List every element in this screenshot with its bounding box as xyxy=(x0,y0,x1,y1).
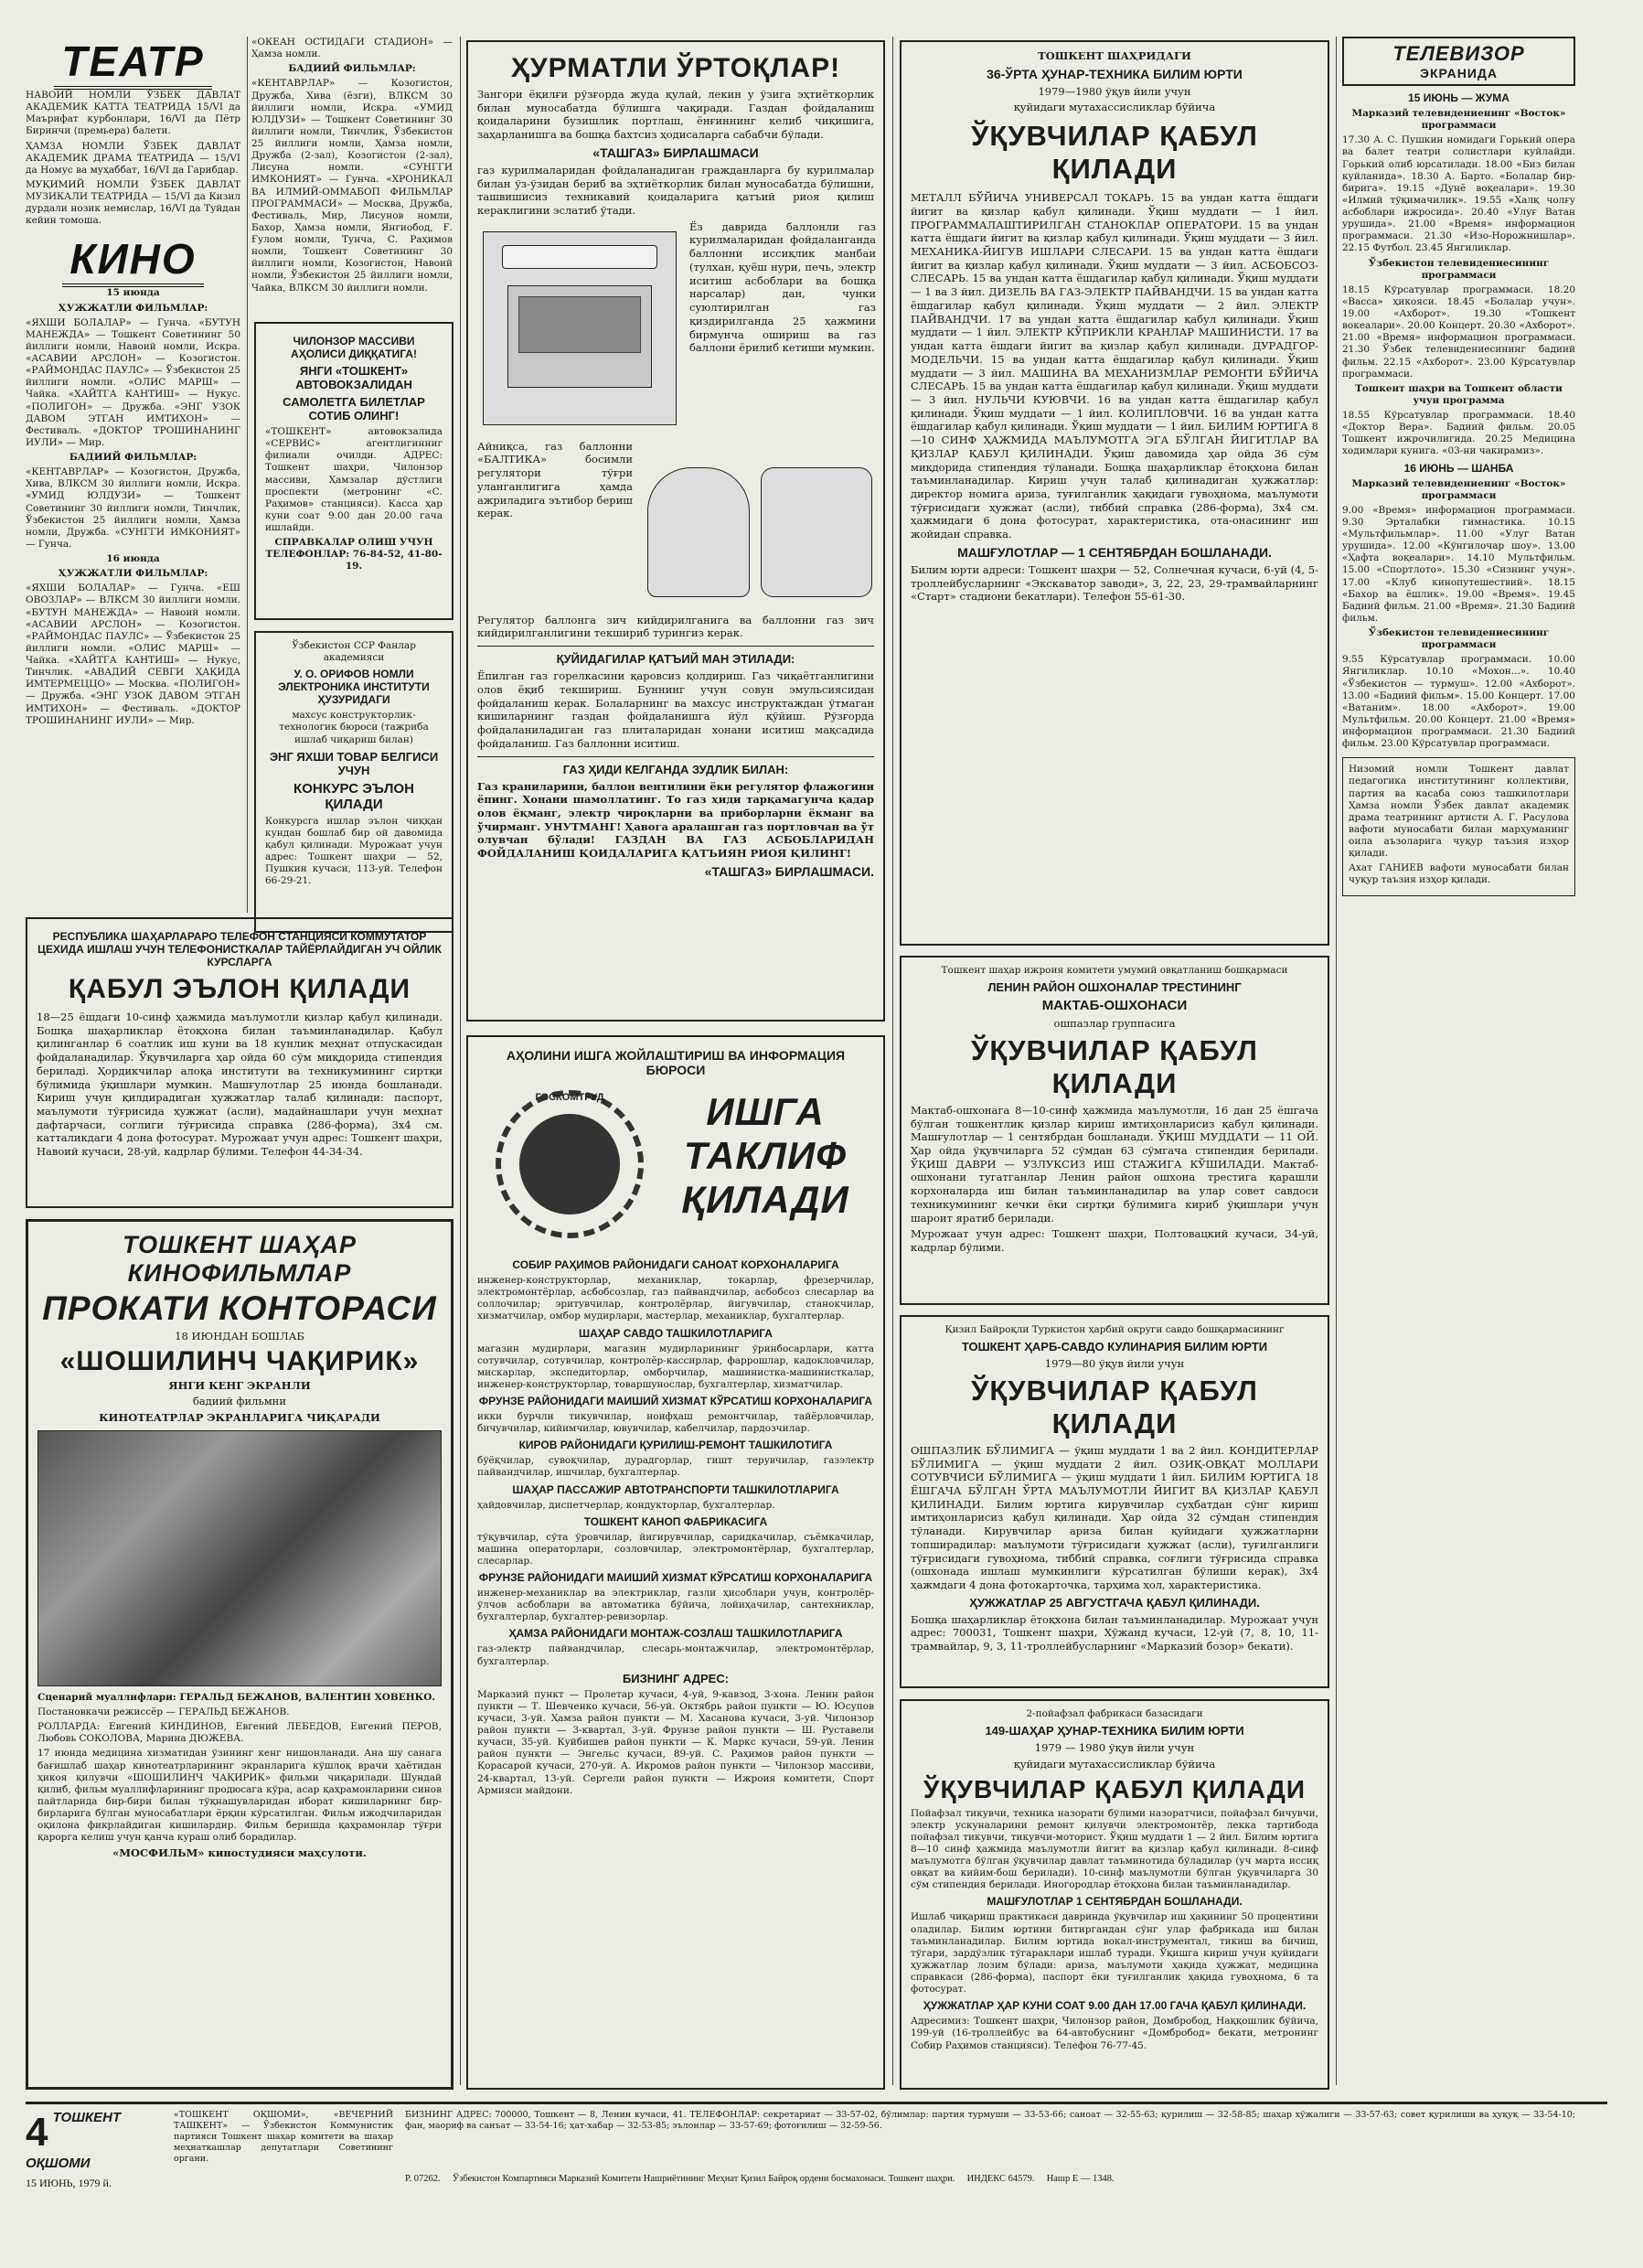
school36-start: МАШҒУЛОТЛАР — 1 СЕНТЯБРДАН БОШЛАНАДИ. xyxy=(957,544,1272,560)
jobs-section-4: КИРОВ РАЙОНИДАГИ ҚУРИЛИШ-РЕМОНТ ТАШКИЛОТИГА xyxy=(518,1439,833,1452)
stadium-column xyxy=(251,37,453,297)
gas-leak-instructions: Газ краниларини, баллон вентилини ёки регулятор флажогини ёпинг. Хонани шамоллатинг. То газ ҳиди тарқамагунча қадар олов ёқманг, электр чироқларни ва приборларни ёкманг ва ўчирманг. УНУТМАНГ! Ҳавога аралашган газ портловчан ва ўт олувчан бўлади! ГАЗДАН ВА ГАЗ АСБОБЛАРИДАН ФОЙДАЛАНИШ ҚОИДАЛАРИГА ҚАТЪИЯН РИОЯ ҚИЛИНГ! xyxy=(477,779,874,861)
gas-safety-ad xyxy=(466,40,885,1022)
jobs-section-3: ФРУНЗЕ РАЙОНИДАГИ МАИШИЙ ХИЗМАТ КЎРСАТИШ КОРХОНАЛАРИГА xyxy=(478,1395,873,1407)
obituary-notice xyxy=(1342,757,1575,895)
film-still-photo xyxy=(37,1430,442,1686)
culinary-heading-1: Қизил Байроқли Туркистон ҳарбий округи савдо бошқармасининг xyxy=(944,1324,1285,1335)
avto-heading-3: САМОЛЕТГА БИЛЕТЛАР СОТИБ ОЛИНГ! xyxy=(283,395,425,423)
theatre-listing-3: МУҚИМИЙ НОМЛИ ЎЗБЕК ДАВЛАТ МУЗИКАЛИ ТЕАТРИДА — 15/VI да Кизил дурдали нозик немислар, 16/VI да Туйдан кейин томоша. xyxy=(26,178,240,227)
film-description: 17 июнда медицина хизматидан ўзининг кенг нишонланади. Ана шу санага бағишлаб шаҳар кинотеатрларининг экранларига кўшлоқ врачи ҳаётидан ҳикоя қилувчи «ШОШИЛИНЧ ЧАҚИРИК» фильми чиқарилади. Шундай қилиб, фильм муаллифларининг продюсага кўра, асар қаҳрамонларини синов пайтларида бир-бири билан тўқнашувларидан иборат кишиларнинг бир-бирларига бўлган муносабатлари ёрқин кўрсатилган. Фильм ижодчиларидан оқилона фикрлайдиган кишилардир. Фильм беришда қаҳрамонлар тўғри қарорга келиш учун қанча кураш олиб борадилар. xyxy=(37,1748,442,1844)
film-rental-heading-2: ПРОКАТИ КОНТОРАСИ xyxy=(42,1289,437,1327)
institute-heading-1: Ўзбекистон ССР Фанлар академияси xyxy=(292,640,416,664)
culinary-heading-2: ТОШКЕНТ ҲАРБ-САВДО КУЛИНАРИЯ БИЛИМ ЮРТИ xyxy=(961,1340,1268,1354)
jobs-section-5: ШАҲАР ПАССАЖИР АВТОТРАНСПОРТИ ТАШКИЛОТЛАРИГА xyxy=(512,1482,839,1496)
school36-heading-4: қуйидаги мутахассисликлар бўйича xyxy=(1013,101,1216,114)
school149-address: Адресимиз: Тошкент шаҳри, Чилонзор район, Домбробод, Наққошлик бўйича, 199-уй (16-троллейбус ва 64-автобуснинг «Домбробод» бекати, метронинг Собир Раҳимов станцияси). Телефон 76-77-45. xyxy=(911,2016,1318,2051)
tv-column xyxy=(1342,37,1575,896)
theatre-heading: ТЕАТР xyxy=(54,37,211,90)
school36-address: Билим юрти адреси: Тошкент шаҳри — 52, Солнечная кучаси, 6-уй (4, 5-троллейбусларнинг «Экскаватор заводи», 3, 22, 23, 29-трамвайларнинг «Старт» стадиони бекатлари). Телефон 55-61-30. xyxy=(911,562,1318,604)
jobs-text-1: инженер-конструкторлар, механиклар, токарлар, фрезерчилар, электромонтёрлар, асбобсозлар, газ пайвандчилар, асбобсоз слесарлар ва соллочилар; эритувчилар, контролёрлар, йигувчилар, станокчилар, хизматчилар, омбор мудирлари, мастерлар, механиклар, бухгалтерлар. xyxy=(477,1275,874,1322)
avto-ad xyxy=(254,322,453,620)
theatre-listing-2: ҲАМЗА НОМЛИ ЎЗБЕК ДАВЛАТ АКАДЕМИК ДРАМА ТЕАТРИДА — 15/VI да Номус ва муҳаббат, 16/VI да Гарибдар. xyxy=(26,140,240,176)
gas-cylinder-illustration xyxy=(761,467,872,597)
kino-listing-1: «ЯХШИ БОЛАЛАР» — Гунча. «БУТУН МАНЕЖДА» — Тошкент Советининг 50 йиллиги номли, Навоий номли, Искра. «АСАВИИ АРСЛОН» — Козогистон. «РАЙМОНДАС ПАУЛС» — Ўзбекистон 25 йиллиги номли. «ОЛИС МАРШ» — Чайка. «ХАЙТГА КАНТИШ» — Нукус. «ПОЛИГОН» — Дружба. «ЭНГ УЗОК ДАВОМ ЭТГАН ИМТИХОН» — Фестиваль. «ДОКТОР ТРОШИНАНИНГ ИУЛИ» — Мир. xyxy=(26,316,240,448)
institute-heading-2: У. О. ОРИФОВ НОМЛИ ЭЛЕКТРОНИКА ИНСТИТУТИ ҲУЗУРИДАГИ xyxy=(278,668,430,707)
school36-heading-3: 1979—1980 ўқув йили учун xyxy=(1038,84,1191,98)
culinary-body: ОШПАЗЛИК БЎЛИМИГА — ўқиш муддати 1 ва 2 йил. КОНДИТЕРЛАР БЎЛИМИГА — ўқиш муддати 2 йил. ОЗИҚ-ОВҚАТ МОЛЛАРИ СОТУВЧИСИ БЎЛИМИГА — ўқиш муддати 1 йил. БИЛИМ ЮРТИГА 18 ЁШГАЧА БЎЛГАН ЎРТА МАЪЛУМОТЛИ ЙИГИТ ВА ҚИЗЛАР ҚАБУЛ ҚИЛИНАДИ. Билим юртига кирувчилар суҳбатдан сўнг кириш имтиҳонларисиз қабул қилинади. Ҳар ойда 32 сўмдан стипендия тўланади. Кирувчилар ариза билан қуйидаги ҳужжатларни топширадилар: маълумоти тўғрисидаги ҳужжат (асли), туғилганлиги тўғрисидаги гувоҳнома, тиббий справка, соғлиги тўғрисида справка (ошхонада ишлаш мумкинлиги кўрсатилган бўлиши керак), 3x4 ҳажмдаги 4 дона фотокарточка, тарҳима ҳол, характеристика. xyxy=(911,1443,1318,1592)
footer-publisher: «ТОШКЕНТ ОҚШОМИ», «ВЕЧЕРНИЙ ТАШКЕНТ» — Ўзбекистон Коммунистик партияси Тошкент шаҳар комитети ва шаҳар меҳнаткашлар депутатлари Советининг органи. xyxy=(174,2110,393,2164)
film-rental-sub3: КИНОТЕАТРЛАР ЭКРАНЛАРИГА ЧИҚАРАДИ xyxy=(99,1411,380,1425)
institute-ad xyxy=(254,631,453,933)
kino-heading-block xyxy=(26,234,240,287)
footer-masthead xyxy=(26,2110,163,2190)
tv-heading-1: ТЕЛЕВИЗОР xyxy=(1392,42,1525,65)
footer-date: 15 ИЮНЬ, 1979 й. xyxy=(26,2177,112,2189)
tv-programme-1: 17.30 А. С. Пушкин номидаги Горький опера ва балет театри солистлари куйлайди. Горький олиб юрсатилади. 18.00 «Биз билан куйланида». 18.30 А. Барто. «Болалар бир-бирига». 19.15 «Дунё воқеалари». 19.30 «Илмий тўқимачилик». 19.55 «Халқ чолғу асбоблари ижросида». 20.40 «Улуғ Ватан урушида». 21.00 «Время» информацион программаси. 21.30 «Изо-Норожнишлар». 22.15 Футбол. 23.45 Янгиликлар. xyxy=(1342,134,1575,254)
gas-intro: Зангори ёқилғи рўзғорда жуда қулай, лекин у ўзига эҳтиёткорлик билан муносабатда бўлишга чақиради. Газдан фойдаланиш қоидаларини бузишлик портлаш, ёнғиннинг келиб чиқишига, заҳарланишга ва бошқа бахтсиз ҳодисаларга сабабчи бўлади. xyxy=(477,88,874,142)
mektab-title: ЎҚУВЧИЛАР ҚАБУЛ ҚИЛАДИ xyxy=(971,1033,1258,1099)
column-rule-1 xyxy=(247,37,248,913)
kino-date-2: 16 июнда xyxy=(106,553,160,564)
culinary-heading-3: 1979—80 ўқув йили учун xyxy=(1044,1357,1185,1371)
gas-body-3: Айниқса, газ баллонни «БАЛТИКА» босимли регулятори тўғри уланганлигига ҳамда ажриладига эътибор бериш керак. xyxy=(477,439,634,520)
tv-programme-4: 9.00 «Время» информацион программаси. 9.30 Эрталабки гимнастика. 10.15 «Мультфильмлар». 11.00 «Улуг Ватан урушида». 12.00 «Кўнгилочар шоу». 13.00 «Ҳафта воқеалари». 14.10 Мультфильм. 15.00 «Спортлото». 15.30 «Сизнинг учун». 17.00 «Клуб кинопутешествий». 18.15 «Бахор ва ёшлик». 19.00 «Время». 19.45 Бадиий фильм. 21.00 «Время». 21.30 Бадиий фильм. xyxy=(1342,504,1575,624)
film-studio: «МОСФИЛЬМ» киностудияси маҳсулоти. xyxy=(112,1846,367,1860)
gas-illustration-bottom xyxy=(477,440,874,614)
kino-listing-3: «ЯХШИ БОЛАЛАР» — Гунча. «ЕШ ОВОЗЛАР» — ВЛКСМ 30 йиллиги номли. «БУТУН МАНЕЖДА» — Навоий номли. «АСАВИИ АРСЛОН» — Козогистон. «РАЙМОНДАС ПАУЛС» — Ўзбекистон 25 йиллиги номли. «ОЛИС МАРШ» — Чайка. «ХАЙТГА КАНТИШ» — Нукус, Тинчлик. «АВАДИЙ СЕВГИ ҲАҚИДА ИМТЕРМЕЦЦО» — Москва. «ПОЛИГОН» — Дружба. «ЭНГ УЗОК ДАВОМ ЭТГАН ИМТИХОН» — Фестиваль. «ДОКТОР ТРОШИНАНИНГ ИУЛИ» — Мир. xyxy=(26,583,240,726)
jobs-title-3: ҚИЛАДИ xyxy=(681,1178,849,1221)
culinary-address: Бошқа шаҳарликлар ётоқхона билан таъминланадилар. Мурожаат учун адрес: 700031, Тошкент шаҳри, Хўжанд кучаси, 12-уй (7, 8, 10, 11-трамвайлар, 9, 3, 11-троллейбусларнинг «Марказий бозор» бекати). xyxy=(911,1612,1318,1653)
mektab-heading-3: МАКТАБ-ОШХОНАСИ xyxy=(1041,998,1188,1014)
school149-heading-1: 2-пойафзал фабрикаси базасидаги xyxy=(1026,1708,1203,1719)
school149-hours: ҲУЖЖАТЛАР ҲАР КУНИ СОАТ 9.00 ДАН 17.00 ГАЧА ҚАБУЛ ҚИЛИНАДИ. xyxy=(923,1999,1307,2013)
institute-heading-4: ЭНГ ЯХШИ ТОВАР БЕЛГИСИ УЧУН xyxy=(269,749,439,777)
film-credits: Сценарий муаллифлари: ГЕРАЛЬД БЕЖАНОВ, ВАЛЕНТИН ХОВЕНКО. xyxy=(37,1691,436,1703)
mektab-heading-2: ЛЕНИН РАЙОН ОШХОНАЛАР ТРЕСТИНИНГ xyxy=(987,980,1242,995)
film-rental-sub2: бадиий фильмни xyxy=(192,1395,287,1408)
jobs-address: Марказий пункт — Пролетар кучаси, 4-уй, 9-кавзод, 3-хона. Ленин район пункти — Т. Шевченко кучаси, 56-уй. Октябрь район пункти — Ю. Юсупов кучаси, 3-уй. Ҳамза район пункти — М. Хасанова кучаси, 3-уй. Чилонзор район пункти — 3-квартал, 3-уй. Фрунзе район пункти — Ш. Руставели кучаси, 35-уй. Куйбишев район пункти — К. Маркс кучаси, 59-уй. Ленин район пункти — Энгельс кучаси, 89-уй. С. Раҳимов район пункти — Қорасарой кучаси, 270-уй. А. Икромов район пункти — Чилонзор массиви, 24-квартал, 13-уй. Сергели район пункти — Ижроия комитети, Спорт Армияси майдони. xyxy=(477,1688,874,1796)
gas-body-4: Регулятор баллонга зич кийдирилганига ва баллонни газ зич кийдирилганлигини текшириб турингиз керак. xyxy=(477,613,874,640)
footer-code: Р. 07262. xyxy=(405,2174,441,2184)
avto-body: «ТОШКЕНТ» автовокзалида «СЕРВИС» агентлигинниг филиали очилди. АДРЕС: Тошкент шаҳри, Чилонзор массиви, Ҳамзалар дўстлиги проспекти (метронинг «С. Раҳимов» станцияси). Касса ҳар куни соат 9.00 дан 20.00 гача ишлайди. xyxy=(265,426,443,533)
theatre-heading-block xyxy=(26,37,240,90)
jobs-text-7: инженер-механиклар ва электриклар, газли ҳисоблари учун, контролёр-ўлчов асбоблари ва автоматика бўйича, лойиҳачилар, сантехниклар, бухгалтерлар, бухгалтер-ревизорлар. xyxy=(477,1588,874,1623)
gas-sign: «ТАШГАЗ» БИРЛАШМАСИ. xyxy=(704,863,874,879)
school36-body: МЕТАЛЛ БЎЙИЧА УНИВЕРСАЛ ТОКАРЬ. 15 ва ундан катта ёшдаги йигит ва қизлар қабул қилинади. Ўқиш муддати — 1 йил. ПРОГРАММАЛАШТИРИЛГАН СТАНОКЛАР ОПЕРАТОРИ. 15 ва ундан катта ёшдаги йигит ва қизлар қабул қилинади. Ўқиш муддати — 3 йил. МЕХАНИКА-ЙИГУВ ИШЛАРИ СЛЕСАРИ. 15 ва ундан катта ёшдаги йигит ва қизлар қабул қилинади. Ўқиш муддати — 3 йил. АСБОБСОЗ-СЛЕСАРЬ. 15 ва ундан катта ёшдагилар қабул қилинади. Ўқиш муддати — 1 ва 3 йил. ДИЗЕЛЬ ВА ГАЗ-ЭЛЕКТР ПАЙВАНДЧИ. 15 ва ундан катта ёшдагилар қабул қилинади. Ўқиш муддати — 2 йил. ЭЛЕКТР ПАЙВАНДЧИ. 17 ва ундан катта ёшдагилар қабул қилинади. Ўқиш муддати — 1 йил. ЭЛЕКТР КЎПРИКЛИ КРАНЛАР МАШИНИСТИ. 17 ва ундан катта ёшдаги йигит ва қизлар қабул қилинади. ДУРАДГОР-МОДЕЛЬЧИ. 15 ва ундан катта ёшдагилар қабул қилинади. Ўқиш муддати — 3 йил. МАШИНА ВА МЕХАНИЗМЛАР РЕМОНТИ БЎЙИЧА СЛЕСАРЬ. 15 ва ундан катта ёшдагилар қабул қилинади. Ўқиш муддати — 3 йил. НУЛЬЧИ КУЮВЧИ. 16 ва ундан катта ёшдагилар қабул қилинади. Ўқиш муддати — 1 йил. КОЛИПЛОВЧИ. 16 ва ундан катта ёшдагилар қабул қилинади. Ўқиш муддати — 1 йил. БИЛИМ ЮРТИГА 8—10 СИНФ ҲАЖМИДА МАЪЛУМОТГА ЭГА БЎЛГАН ЙИГИТЛАР ВА ҚИЗЛАР ҚАБУЛ ҚИЛИНАДИ. Ўқиш давомида ҳар ойда 36 сўм миқдорида стипендия тўланади. Бошқа шаҳарликлар ётоқхона билан таъминланадилар. Кириш учун талаб қилинадиган ҳужжатлар: директор номига ариза, туғилганлик ҳақидаги гувоҳнома, маълумоти тўғрисидаги ҳужжат (асли), тиббий справка (286-форма), 3x4 см. ҳажмидаги 6 дона фотосурат, характеристика, ота-онасининг иш жойидан справка. xyxy=(911,191,1318,541)
film-credits-2: Постановкачи режиссёр — ГЕРАЛЬД БЕЖАНОВ. xyxy=(37,1706,290,1717)
jobs-text-4: бўёқчилар, сувоқчилар, дурадгорлар, гишт терувчилар, газэлектр пайвандчилар, ишчилар, бухгалтерлар. xyxy=(477,1455,874,1479)
culinary-school-ad xyxy=(900,1315,1329,1688)
footer-paper-name: ТОШКЕНТ ОҚШОМИ xyxy=(26,2110,122,2171)
obituary-text-2: Ахат ГАНИЕВ вафоти муносабати билан чуқур таъзия изҳор қилади. xyxy=(1349,862,1569,886)
tv-programme-2: 18.15 Кўрсатувлар программаси. 18.20 «Васса» ҳикояси. 18.45 «Болалар учун». 19.00 «Ахборот». 19.30 «Тошкент вокеалари». 20.00 Концерт. 20.30 «Ахборот». 21.00 «Время» информацион программаси. 21.30 Ўзбек телевидениесининг бадиий фильм. 22.15 «Ахборот». 23.00 Кўрсатувлар программаси. xyxy=(1342,284,1575,380)
jobs-header-row xyxy=(477,1081,874,1255)
phone-station-title: ҚАБУЛ ЭЪЛОН ҚИЛАДИ xyxy=(68,974,411,1004)
school149-heading-2: 149-ШАҲАР ҲУНАР-ТЕХНИКА БИЛИМ ЮРТИ xyxy=(985,1724,1244,1738)
film-credits-3: РОЛЛАРДА: Евгений КИНДИНОВ, Евгений ЛЕБЕДОВ, Евгений ПЕРОВ, Любовь СОКОЛОВА, Марина ДЮЖЕВА. xyxy=(37,1721,442,1745)
goskomtrud-emblem-icon xyxy=(496,1090,644,1238)
school36-heading-2: 36-ЎРТА ҲУНАР-ТЕХНИКА БИЛИМ ЮРТИ xyxy=(987,66,1243,81)
gas-regulator-illustration xyxy=(647,467,750,597)
school149-body: Пойафзал тикувчи, техника назорати бўлими назоратчиси, пойафзал бичувчи, электр ускуналарини ремонт қилувчи электромонтёр, лекка тартибода пойафзал тикувчи, тикувчи-моторист. Ўқиш муддати 1 — 2 йил. Билим юртига 8—10 синф ҳажмида маълумотли йигит ва қизлар қабул қилинади. 8-синф маълумотга бўлган ўқувчилар давлат таъминотида бўладилар (уч марта иссиқ овқат ва кийим-бош берилади). 10-синф маълумотли бўлган ўқувчиларга 30 сўм стипендия берилади. Иногородлар ётоқхона билан таъминланадилар. xyxy=(911,1807,1318,1891)
obituary-text: Низомий номли Тошкент давлат педагогика институтининг коллективи, партия ва касаба союз ташкилотлари Ҳамза номли Ўзбек давлат академик драма театрининг артисти А. Г. Расулова вафоти муносабати билан марҳуманинг оила аъзоларига чуқур таъзия изҳор қилади. xyxy=(1349,764,1569,860)
footer-print-line xyxy=(405,2174,1575,2184)
footer-index: ИНДЕКС 64579. xyxy=(966,2174,1035,2184)
film-rental-ad xyxy=(26,1219,453,2090)
school149-start: МАШҒУЛОТЛАР 1 СЕНТЯБРДАН БОШЛАНАДИ. xyxy=(987,1895,1243,1909)
gas-leak-title: ГАЗ ҲИДИ КЕЛГАНДА ЗУДЛИК БИЛАН: xyxy=(562,762,789,776)
avto-heading-1: ЧИЛОНЗОР МАССИВИ АҲОЛИСИ ДИҚҚАТИГА! xyxy=(291,335,417,360)
culinary-deadline: ҲУЖЖАТЛАР 25 АВГУСТГАЧА ҚАБУЛ ҚИЛИНАДИ. xyxy=(969,1595,1260,1610)
school149-heading-3: 1979 — 1980 ўқув йили учун xyxy=(1034,1741,1195,1755)
theatre-listing-1: НАВОИЙ НОМЛИ ЎЗБЕК ДАВЛАТ АКАДЕМИК КАТТА ТЕАТРИДА 15/VI да Маърифат курбонлари, 16/VI да Пётр Биринчи (премьера) балети. xyxy=(26,90,240,137)
film-rental-heading-1: ТОШКЕНТ ШАҲАР КИНОФИЛЬМЛАР xyxy=(122,1231,357,1287)
film-rental-date: 18 ИЮНДАН БОШЛАБ xyxy=(175,1330,304,1343)
newspaper-footer xyxy=(26,2102,1607,2212)
tv-channel-4: Марказий телевидениенинг «Восток» программаси xyxy=(1351,477,1566,501)
column-rule-2 xyxy=(460,37,461,2085)
jobs-title-2: ТАКЛИФ xyxy=(683,1134,848,1177)
tv-channel-2: Ўзбекистон телевидениесининг программаси xyxy=(1368,257,1550,281)
jobs-title-1: ИШГА xyxy=(706,1090,825,1133)
mektab-address: Мурожаат учун адрес: Тошкент шаҳри, Полтовацкий кучаси, 34-уй, кадрлар бўлими. xyxy=(911,1227,1318,1255)
tv-programme-3: 18.55 Кўрсатувлар программаси. 18.40 «Доктор Вера». Бадиий фильм. 20.05 Тошкент ижрочилигида. 20.25 Медицина ходимлари кунига. «03-ни чакирамиз». xyxy=(1342,410,1575,457)
jobs-text-6: тўқувчилар, сўта ўровчилар, йигирувчилар, саридкачилар, съёмкачилар, машина операторлари, созловчилар, электромонтёрлар, бухгалтерлар, слесарлар. xyxy=(477,1531,874,1567)
school-149-ad xyxy=(900,1699,1329,2090)
kino-subheading-documentary-2: ҲУЖЖАТЛИ ФИЛЬМЛАР: xyxy=(58,568,208,580)
footer-address: БИЗНИНГ АДРЕС: 700000, Тошкент — 8, Ленин кучаси, 41. ТЕЛЕФОНЛАР: секретариат — 33-57-02, бўлимлар: партия турмуши — 33-53-66; саноат — 32-55-63; қурилиш — 32-58-85; шаҳар хўжалиги — 33-57-63; совет қурилиши ва ҳуқуқ — 33-54-10; фан, маориф ва санъат — 33-54-16; ҳат-хабар — 32-53-85; эълонлар — 33-57-69; фотоғилиш — 32-59-56. xyxy=(405,2110,1575,2131)
jobs-section-1: СОБИР РАҲИМОВ РАЙОНИДАГИ САНОАТ КОРХОНАЛАРИГА xyxy=(512,1258,839,1271)
phone-station-ad xyxy=(26,917,453,1208)
gas-rules: Ёпилган газ горелкасини қаровсиз қолдириш. Газ чиқаётганлигини олов ёқиб текшириш. Буннинг учун совун эмульсиясидан фойдаланиш керак. Болаларнинг ва махсус инструктаждан ўтмаган кишиларнинг газдан фойдаланишга йўл қўйиш. Рўзғорда фойдаланиладиган газ плиталаридан хонани иситиш мақсадида фойдаланиш. Газ баллонни иситиш. xyxy=(477,669,874,750)
tv-channel-3: Тошкент шаҳри ва Тошкент области учун программа xyxy=(1355,382,1563,406)
gas-body-1: газ курилмаларидан фойдаланадиган гражданларга бу курилмалар билан ўз-ўзидан бериб ва эҳтиёткорлик билан муносабатда бўлишни, ташвишисиз техникавий қоидаларига қатъий риоя қилиш кераклигини эслатиб ўтади. xyxy=(477,163,874,218)
institute-body: Конкурсга ишлар эълон чиққан кундан бошлаб бир ой давомида қабул қилинади. Мурожаат учун адрес: Тошкент шаҳри — 52, Пушкин кучаси, 113-уй. Телефон 66-29-21. xyxy=(265,815,443,887)
jobs-section-8: ҲАМЗА РАЙОНИДАГИ МОНТАЖ-СОЗЛАШ ТАШКИЛОТЛАРИГА xyxy=(508,1627,843,1641)
stadium-subheading: БАДИИЙ ФИЛЬМЛАР: xyxy=(288,63,416,75)
stadium-listing: «КЕНТАВРЛАР» — Козогистон, Дружба, Хива (ёзги), ВЛКСМ 30 йиллиги номли, Искра. «УМИД ЮЛДУЗИ» — Тошкент Советининг 30 йиллиги номли, Тинчлик, Ўзбекистон 25 йиллиги номли, Ҳамза номли, Дружба (2-зал), Козогистон (2-зал), Лисуна номли. «СУНГГИ ИМКОНИЯТ» — Гунча. «ХРОНИКАЛ ВА ИЛМИЙ-ОММАБОП ФИЛЬМЛАР ПРОГРАММАСИ» — Москва, Дружба, Фестиваль, Мир, Лисунов номли, Бахор, Ҳамза номли, Янгиобод, Ғ. Ғулом номли, Тунча, С. Раҳимов номли, Тошкент Советининг 30 йиллиги номли, Козогистон, Навоий номли, Ўзбекистон 25 йиллиги номли, Чайка, ВЛКСМ 30 йиллиги номли. xyxy=(251,78,453,294)
gas-illustration-top xyxy=(477,220,874,440)
footer-press: Ўзбекистон Компартияси Марказий Комитети Нашриётининг Меҳнат Қизил Байроқ ордени босмахонаси. Тошкент шаҳри. xyxy=(452,2174,955,2184)
job-bureau-ad xyxy=(466,1035,885,2090)
avto-telephone: СПРАВКАЛАР ОЛИШ УЧУН ТЕЛЕФОНЛАР: 76-84-52, 41-80-19. xyxy=(265,537,443,572)
goskomtrud-emblem-label: ГОСКОМТРУД xyxy=(535,1092,604,1103)
kino-subheading-feature-1: БАДИИЙ ФИЛЬМЛАР: xyxy=(69,452,197,463)
school-36-ad xyxy=(900,40,1329,946)
tv-day-1: 15 ИЮНЬ — ЖУМА xyxy=(1408,91,1510,104)
jobs-text-8: газ-электр пайвандчилар, слесарь-монтажчилар, электромонтёрлар, бухгалтерлар. xyxy=(477,1643,874,1667)
stadium-top: «ОКЕАН ОСТИДАГИ СТАДИОН» — Ҳамза номли. xyxy=(251,37,453,60)
film-title: «ШОШИЛИНЧ ЧАҚИРИК» xyxy=(59,1345,420,1376)
column-rule-4 xyxy=(1336,37,1337,2085)
phone-station-body: 18—25 ёшдаги 10-синф ҳажмида маълумотли қизлар қабул қилинади. Бошқа шаҳарликлар ётоқхона билан таъминланадилар. Қабул қилинганлар 6 соатлик иш куни ва 18 кунлик меҳнат отпускасидан фойдаланадилар. Ўқувчиларга ҳар ойда 60 сўм миқдорида стипендия бериладi. Ҳордикчилар алоқа институти ва техникумининг сиртқи бўлимида ўқишлари мумкин. Машғулотлар 25 июнда бошланади. Кириш учун қилдирадиган ҳужжатлар талаб қилинади: паспорт, маълумоти тўғрисида ҳужжат (асли), мадайнашлари учун меҳнат дафтарчаси, соглиги тўғрисида справка (286-форма), 3x4 см. катталикдаги 4 дона фотосурат. Мурожаат учун адрес: Тошкент шаҳри, Навоий кучаси, 28-уй, кадрлар бўлими. Телефон 44-34-34. xyxy=(37,1011,443,1159)
gas-stove-illustration xyxy=(483,231,677,425)
footer-page-number: 4 xyxy=(26,2110,48,2155)
mektab-body: Мактаб-ошхонага 8—10-синф ҳажмида маълумотли, 16 дан 25 ёшгача бўлган тошкентлик қизлар кириш имтиҳонларисиз қабул қилинади. Машғулотлар — 1 сентябрдан бошланади. ЎҚИШ МУДДАТИ — 11 ОЙ. Ҳар ойда ўқувчиларга 52 сўмдан 63 сўмгача стипендия берилади. ЎҚИШ ДАВРИ — УЗЛУКСИЗ ИШ СТАЖИГА КЎШИЛАДИ. Мактаб-ошхонани тугатганлар Ленин район ошхона трестига қарашли корхоналарда иш билан таъминланадилар ва улар совет савдоси техникумининг кечки ёки сиртқи бўлимига кириб ўқишлари учун шароит яратиб берилади. xyxy=(911,1103,1318,1225)
jobs-address-title: БИЗНИНГ АДРЕС: xyxy=(622,1671,730,1685)
tv-channel-1: Марказий телевидениенинг «Восток» программаси xyxy=(1351,108,1566,132)
jobs-section-6: ТОШКЕНТ КАНОП ФАБРИКАСИГА xyxy=(583,1514,768,1528)
school36-title: ЎҚУВЧИЛАР ҚАБУЛ ҚИЛАДИ xyxy=(971,120,1258,186)
mektab-heading-1: Тошкент шаҳар ижроия комитети умумий овқатланиш бошқармаси xyxy=(941,965,1288,976)
column-rule-3 xyxy=(892,37,893,2085)
tv-day-2: 16 ИЮНЬ — ШАНБА xyxy=(1403,461,1514,475)
culinary-title: ЎҚУВЧИЛАР ҚАБУЛ ҚИЛАДИ xyxy=(971,1374,1258,1439)
footer-order: Нашр Е — 1348. xyxy=(1046,2174,1115,2184)
school149-heading-4: қуйидаги мутахассисликлар бўйича xyxy=(1013,1757,1216,1771)
tv-heading-2: ЭКРАНИДА xyxy=(1420,66,1498,80)
avto-heading-2: ЯНГИ «ТОШКЕНТ» АВТОВОКЗАЛИДАН xyxy=(295,364,412,391)
school149-title: ЎҚУВЧИЛАР ҚАБУЛ ҚИЛАДИ xyxy=(923,1774,1306,1803)
jobs-text-2: магазин мудирлари, магазин мудирларининг ўринбосарлари, катта сотувчилар, сотувчилар, контролёр-кассирлар, фаррошлар, кадокловчилар, мискарлар, экспедиторлар, омборчилар, машинистка-машинисткалар, инженер-конструкторлар, товаршунослар, бухгалтерлар, хизматчилар. xyxy=(477,1343,874,1390)
school149-body-2: Ишлаб чиқариш практикаси давринда ўқувчилар иш ҳақининг 50 процентини оладилар. Билим юртини битиргандан сўнг улар фабрикада иш билан таъминланадилар. Билим юртида вокал-инструментал, тикиш ва бичиш, тўгари, зардўзлик тўгараклари ишлаб туради. Ўқишга кириш учун қуйидаги ҳужжатлар лозим бўлади: ариза, маълумоти ҳақида ҳужжат, медицина справкаси (286-форма), паспорт ёки туғилганлик ҳақида гувоҳнома, 6 та фотосурат. xyxy=(911,1911,1318,1995)
theatre-kino-column xyxy=(26,37,240,730)
mektab-heading-4: ошпазлар группасига xyxy=(1053,1017,1176,1031)
jobs-section-2: ШАҲАР САВДО ТАШКИЛОТЛАРИГА xyxy=(579,1326,773,1340)
institute-heading-3: махсус конструкторлик-технологик бюроси (тажриба ишлаб чиқариш билан) xyxy=(279,710,429,745)
gas-org: «ТАШГАЗ» БИРЛАШМАСИ xyxy=(592,144,759,160)
gas-rules-title: ҚУЙИДАГИЛАР ҚАТЪИЙ МАН ЭТИЛАДИ: xyxy=(556,652,795,667)
gas-title: ҲУРМАТЛИ ЎРТОҚЛАР! xyxy=(510,53,841,83)
phone-station-heading: РЕСПУБЛИКА ШАҲАРЛАРАРО ТЕЛЕФОН СТАНЦИЯСИ КОММУТАТОР ЦЕХИДА ИШЛАШ УЧУН ТЕЛЕФОНИСТКАЛАР ТАЙЁРЛАЙДИГАН УЧ ОЙЛИК КУРСЛАРГА xyxy=(37,930,442,968)
school36-heading-1: ТОШКЕНТ ШАҲРИДАГИ xyxy=(1038,49,1191,62)
kino-date-1: 15 июнда xyxy=(106,287,160,299)
institute-heading-5: КОНКУРС ЭЪЛОН ҚИЛАДИ xyxy=(293,780,414,812)
kino-subheading-documentary-1: ҲУЖЖАТЛИ ФИЛЬМЛАР: xyxy=(58,302,208,314)
tv-programme-5: 9.55 Кўрсатувлар программаси. 10.00 Янгиликлар. 10.10 «Мохон...». 10.40 «Ўзбекистон — турмуш». 12.00 «Ахборот». 13.00 «Бадиий фильм». 15.00 Концерт. 17.00 «Ватаним». 18.00 «Ахборот». 19.00 Мультфильм. 20.00 Концерт. 21.00 «Время» информацион программаси. 21.30 Бадиий фильм. 23.00 Кўрсатувлар программаси. xyxy=(1342,654,1575,750)
jobs-text-3: икки бурчли тикувчилар, ноифҳаш ремонтчилар, тайёрловчилар, бичувчилар, кийимчилар, ювувчилар, кабелчилар, пардозчилар. xyxy=(477,1411,874,1435)
tv-channel-5: Ўзбекистон телевидениесининг программаси xyxy=(1368,627,1550,651)
jobs-heading: АҲОЛИНИ ИШГА ЖОЙЛАШТИРИШ ВА ИНФОРМАЦИЯ БЮРОСИ xyxy=(506,1048,846,1077)
jobs-text-5: ҳайдовчилар, диспетчерлар, кондукторлар, бухгалтерлар. xyxy=(477,1499,775,1511)
jobs-section-7: ФРУНЗЕ РАЙОНИДАГИ МАИШИЙ ХИЗМАТ КЎРСАТИШ КОРХОНАЛАРИГА xyxy=(478,1571,873,1584)
mektab-canteen-ad xyxy=(900,956,1329,1305)
kino-listing-2: «КЕНТАВРЛАР» — Козогистон, Дружба, Хива, ВЛКСМ 30 йиллиги номли, Искра. «УМИД ЮЛДУЗИ» — Тошкент Советининг 30 йиллиги номли, Тинчлик, Ўзбекистон 25 йиллиги номли, Ҳамза номли, Дружба. «СУНГГИ ИМКОНИЯТ» — Гунча. xyxy=(26,466,240,550)
tv-heading-block xyxy=(1342,37,1575,86)
kino-heading: КИНО xyxy=(62,234,203,287)
film-rental-sub: ЯНГИ КЕНГ ЭКРАНЛИ xyxy=(168,1378,311,1392)
gas-body-2: Ёз даврида баллонли газ курилмаларидан фойдаланганда баллонни иссиқлик манбаи (тулхан, қуёш нури, печь, электр иситиш асбоблари ва бошқа нарсалар) дан, чунки суюлтирилган газ қиздирилганда 25 ҳажмини бирмунча ошириш ва газ баллони ёрилиб кетиши мумкин. xyxy=(689,219,876,355)
